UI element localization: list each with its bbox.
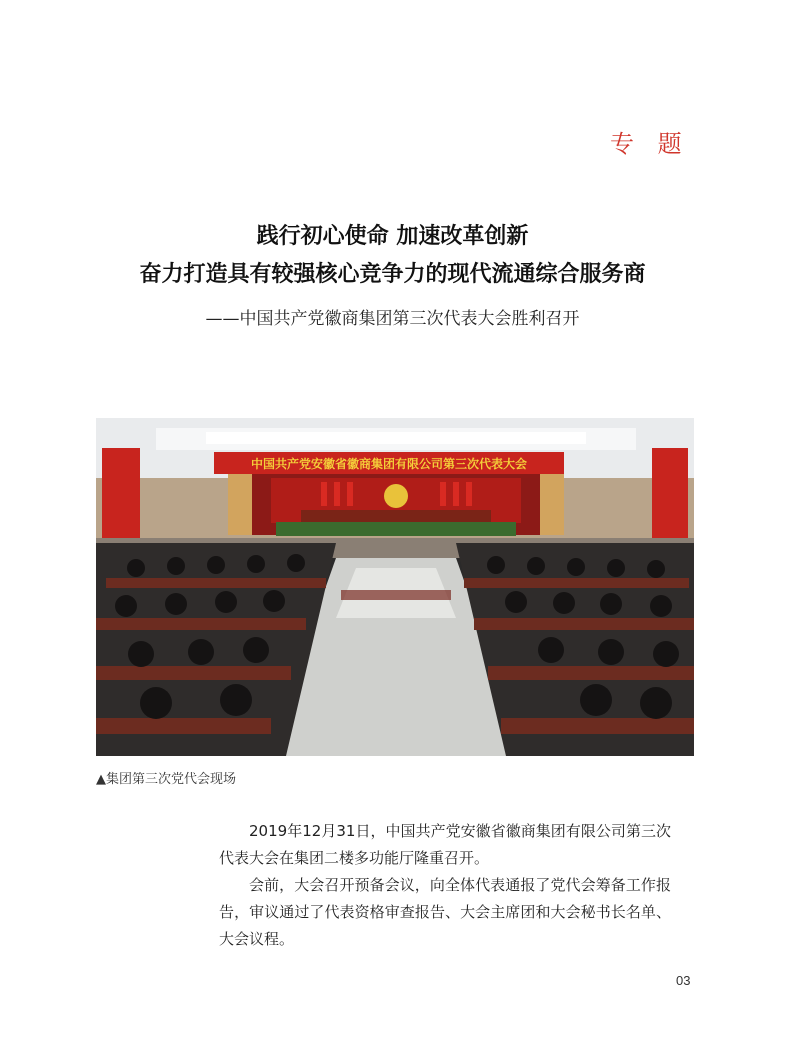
article-title-line-1: 践行初心使命 加速改革创新 bbox=[256, 224, 529, 249]
page-number: 03 bbox=[676, 973, 691, 988]
article-header bbox=[0, 218, 785, 332]
paragraph-1: 2019年12月31日，中国共产党安徽省徽商集团有限公司第三次代表大会在集团二楼多功能厅隆重召开。 bbox=[219, 822, 671, 867]
article-body bbox=[219, 818, 671, 953]
banner-text: 中国共产党安徽省徽商集团有限公司第三次代表大会 bbox=[250, 457, 528, 471]
article-title-line-2: 奋力打造具有较强核心竞争力的现代流通综合服务商 bbox=[139, 262, 646, 287]
section-tag: 专 题 bbox=[610, 130, 690, 158]
paragraph-2: 会前，大会召开预备会议，向全体代表通报了党代会筹备工作报告，审议通过了代表资格审查报告、大会主席团和大会秘书长名单、大会议程。 bbox=[219, 876, 671, 948]
photo-caption: ▲集团第三次党代会现场 bbox=[96, 772, 236, 787]
article-subtitle: ——中国共产党徽商集团第三次代表大会胜利召开 bbox=[205, 309, 580, 329]
conference-photo bbox=[96, 418, 694, 756]
